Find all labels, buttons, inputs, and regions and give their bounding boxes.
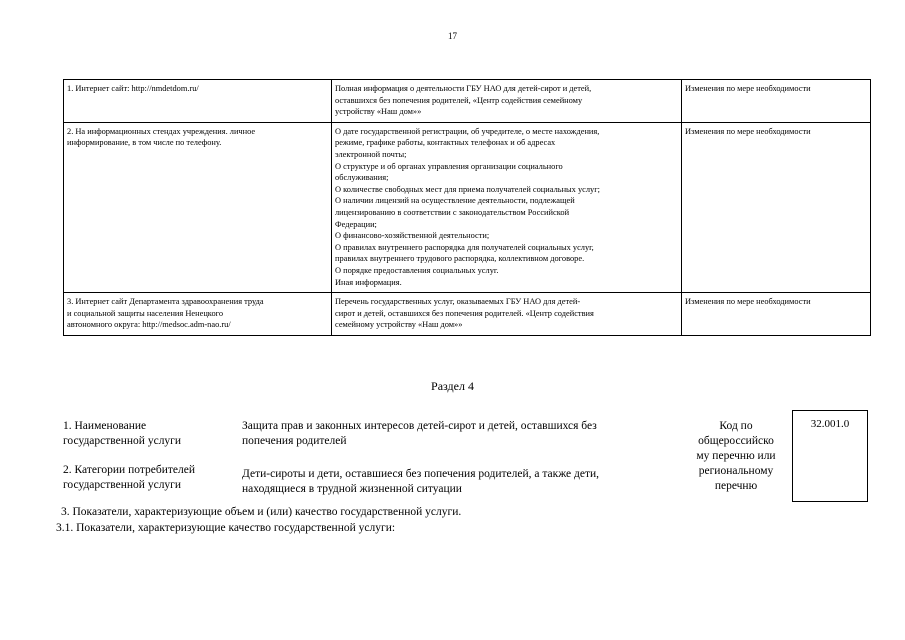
- information-table-body: [64, 80, 871, 336]
- cell-line: Изменения по мере необходимости: [685, 126, 811, 136]
- cell-line: О структуре и об органах управления организации социального: [335, 161, 563, 171]
- info-frequency-cell: [682, 293, 871, 336]
- table-row: [64, 293, 871, 336]
- cell-line: оставшихся без попечения родителей, «Центр содействия семейному: [335, 95, 583, 105]
- cell-line: О финансово-хозяйственной деятельности;: [335, 231, 490, 241]
- cell-line: лицензированию в соответствии с законодательством Российской: [335, 207, 570, 217]
- cell-line: Перечень государственных услуг, оказываемых ГБУ НАО для детей-: [335, 297, 581, 307]
- section-title: Раздел 4: [431, 379, 474, 393]
- cell-line: О наличии лицензий на осуществление деятельности, подлежащей: [335, 196, 575, 206]
- cell-line: Федерации;: [335, 219, 377, 229]
- cell-line: устройству «Наш дом»»: [335, 107, 422, 117]
- code-label-line: Код по: [719, 420, 753, 432]
- cell-line: информирование, в том числе по телефону.: [67, 138, 222, 148]
- cell-line: О количестве свободных мест для приема получателей социальных услуг;: [335, 184, 600, 194]
- info-method-cell: [64, 122, 332, 292]
- info-content-cell: [332, 80, 682, 123]
- code-label: [683, 419, 789, 494]
- cell-line: правилах внутреннего трудового распорядка, коллективном договоре.: [335, 254, 585, 264]
- cell-line: 2. На информационных стендах учреждения. личное: [67, 126, 256, 136]
- service-category-value-line: Дети-сироты и дети, оставшиеся без попечения родителей, а также дети,: [242, 468, 600, 480]
- cell-line: и социальной защиты населения Ненецкого: [67, 308, 224, 318]
- info-content-cell: [332, 293, 682, 336]
- cell-line: 3. Интернет сайт Департамента здравоохранения труда: [67, 297, 264, 307]
- quality-heading: 3.1. Показатели, характеризующие качество государственной услуги:: [56, 522, 396, 534]
- indicators-heading: 3. Показатели, характеризующие объем и (или) качество государственной услуги.: [61, 506, 462, 518]
- table-row: [64, 80, 871, 123]
- info-method-cell: [64, 80, 332, 123]
- service-name-value: [242, 419, 597, 449]
- code-value: 32.001.0: [810, 418, 850, 430]
- cell-line: 1. Интернет сайт: http://nmdetdom.ru/: [67, 84, 199, 93]
- cell-line: режиме, графике работы, контактных телефонах и об адресах: [335, 138, 556, 148]
- code-label-line: му перечню или: [696, 450, 776, 462]
- cell-line: Изменения по мере необходимости: [685, 297, 811, 307]
- service-name-value-line: попечения родителей: [242, 435, 347, 447]
- code-value-box: [792, 410, 868, 502]
- cell-line: обслуживания;: [335, 173, 389, 183]
- cell-line: автономного округа: http://medsoc.adm-nao.ru/: [67, 320, 231, 330]
- service-name-label-line: государственной услуги: [63, 435, 182, 447]
- service-category-label-line: 2. Категории потребителей: [63, 464, 195, 476]
- service-category-label: [63, 463, 195, 493]
- service-category-value: [242, 467, 599, 497]
- page-number: 17: [448, 31, 457, 41]
- cell-line: О правилах внутреннего распорядка для получателей социальных услуг,: [335, 242, 594, 252]
- code-label-line: перечню: [714, 480, 758, 492]
- table-row: [64, 122, 871, 292]
- information-table: [63, 79, 871, 336]
- info-content-cell: [332, 122, 682, 292]
- code-label-line: региональному: [698, 465, 774, 477]
- info-frequency-cell: [682, 122, 871, 292]
- code-label-line: общероссийско: [698, 435, 774, 447]
- cell-line: Полная информация о деятельности ГБУ НАО для детей-сирот и детей,: [335, 84, 592, 93]
- service-name-value-line: Защита прав и законных интересов детей-сирот и детей, оставшихся без: [242, 420, 597, 432]
- cell-line: электронной почты;: [335, 149, 407, 159]
- service-category-value-line: находящиеся в трудной жизненной ситуации: [242, 483, 462, 495]
- service-name-label-line: 1. Наименование: [63, 420, 147, 432]
- service-category-label-line: государственной услуги: [63, 479, 182, 491]
- cell-line: О порядке предоставления социальных услуг.: [335, 265, 499, 275]
- info-method-cell: [64, 293, 332, 336]
- service-name-label: [63, 419, 181, 449]
- info-frequency-cell: [682, 80, 871, 123]
- cell-line: Иная информация.: [335, 277, 402, 287]
- cell-line: сирот и детей, оставшихся без попечения родителей. «Центр содействия: [335, 308, 594, 318]
- cell-line: семейному устройству «Наш дом»»: [335, 320, 463, 330]
- cell-line: О дате государственной регистрации, об учредителе, о месте нахождения,: [335, 126, 600, 136]
- cell-line: Изменения по мере необходимости: [685, 84, 811, 93]
